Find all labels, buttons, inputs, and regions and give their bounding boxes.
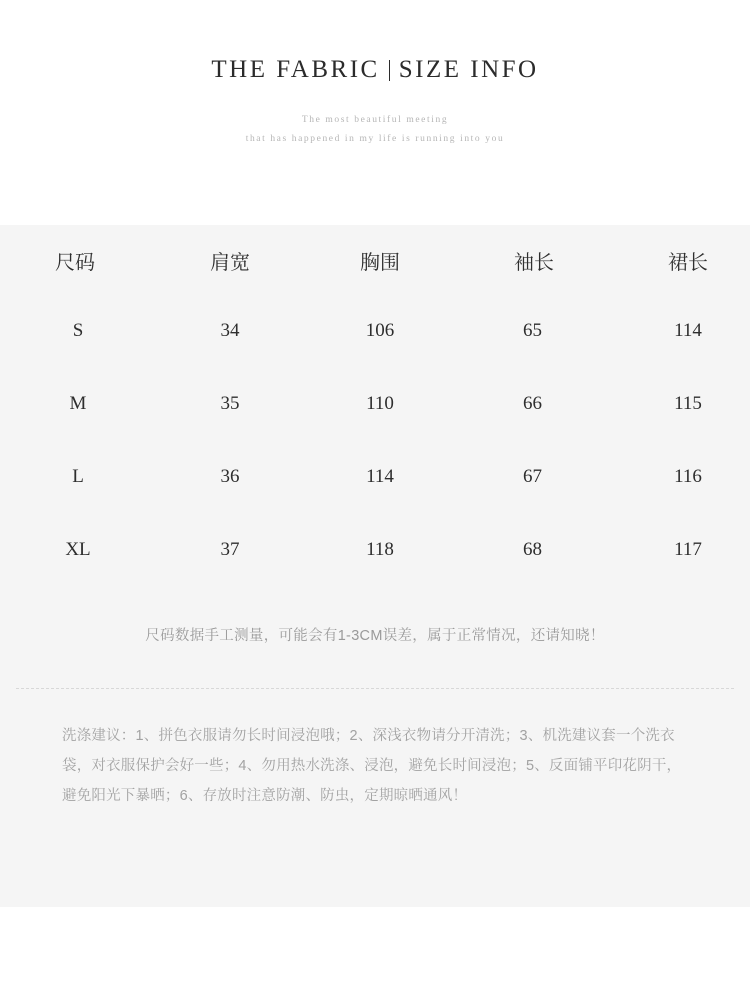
cell-sleeve: 68: [523, 538, 542, 560]
size-table-header: [0, 225, 750, 294]
care-instructions: 洗涤建议：1、拼色衣服请勿长时间浸泡哦；2、深浅衣物请分开清洗；3、机洗建议套一个洗衣袋，对衣服保护会好一些；4、勿用热水洗涤、浸泡，避免长时间浸泡；5、反面铺平印花阴干，避免阳光下暴晒；6、存放时注意防潮、防虫，定期晾晒通风！: [62, 728, 682, 804]
column-header-bust: 胸围: [360, 251, 400, 274]
table-row: [0, 294, 750, 367]
section-divider: [16, 688, 734, 689]
cell-bust: 118: [366, 538, 394, 560]
cell-shoulder: 34: [220, 319, 240, 341]
page-title-right: SIZE INFO: [398, 56, 539, 83]
column-header-size: 尺码: [55, 251, 95, 274]
size-info-panel: [0, 225, 750, 907]
cell-length: 114: [674, 319, 702, 341]
page-title-left: THE FABRIC: [211, 56, 380, 83]
measurement-note: 尺码数据手工测量，可能会有1-3CM误差，属于正常情况，还请知晓！: [145, 628, 605, 644]
table-row: [0, 440, 750, 513]
cell-length: 115: [674, 392, 702, 414]
size-table: [0, 225, 750, 586]
cell-bust: 110: [366, 392, 394, 414]
cell-shoulder: 35: [220, 392, 240, 414]
cell-size: XL: [65, 538, 91, 560]
cell-length: 117: [674, 538, 702, 560]
cell-bust: 114: [366, 465, 394, 487]
cell-shoulder: 37: [220, 538, 240, 560]
cell-size: S: [72, 319, 84, 341]
column-header-sleeve: 袖长: [514, 251, 554, 274]
cell-sleeve: 66: [523, 392, 542, 414]
page-title: [0, 56, 750, 84]
cell-sleeve: 65: [523, 319, 542, 341]
column-header-length: 裙长: [668, 251, 708, 274]
cell-bust: 106: [365, 319, 395, 341]
cell-sleeve: 67: [523, 465, 542, 487]
subtitle-line-2: that has happened in my life is running into you: [245, 134, 505, 144]
cell-size: M: [69, 392, 87, 414]
subtitle-line-1: The most beautiful meeting: [301, 115, 449, 125]
page-subtitle: [0, 111, 750, 149]
page-header: [0, 0, 750, 149]
cell-length: 116: [674, 465, 702, 487]
size-table-body: [0, 294, 750, 586]
table-row: [0, 513, 750, 586]
cell-shoulder: 36: [220, 465, 240, 487]
table-row: [0, 367, 750, 440]
column-header-shoulder: 肩宽: [210, 251, 250, 274]
cell-size: L: [72, 465, 84, 487]
table-header-row: [0, 225, 750, 294]
